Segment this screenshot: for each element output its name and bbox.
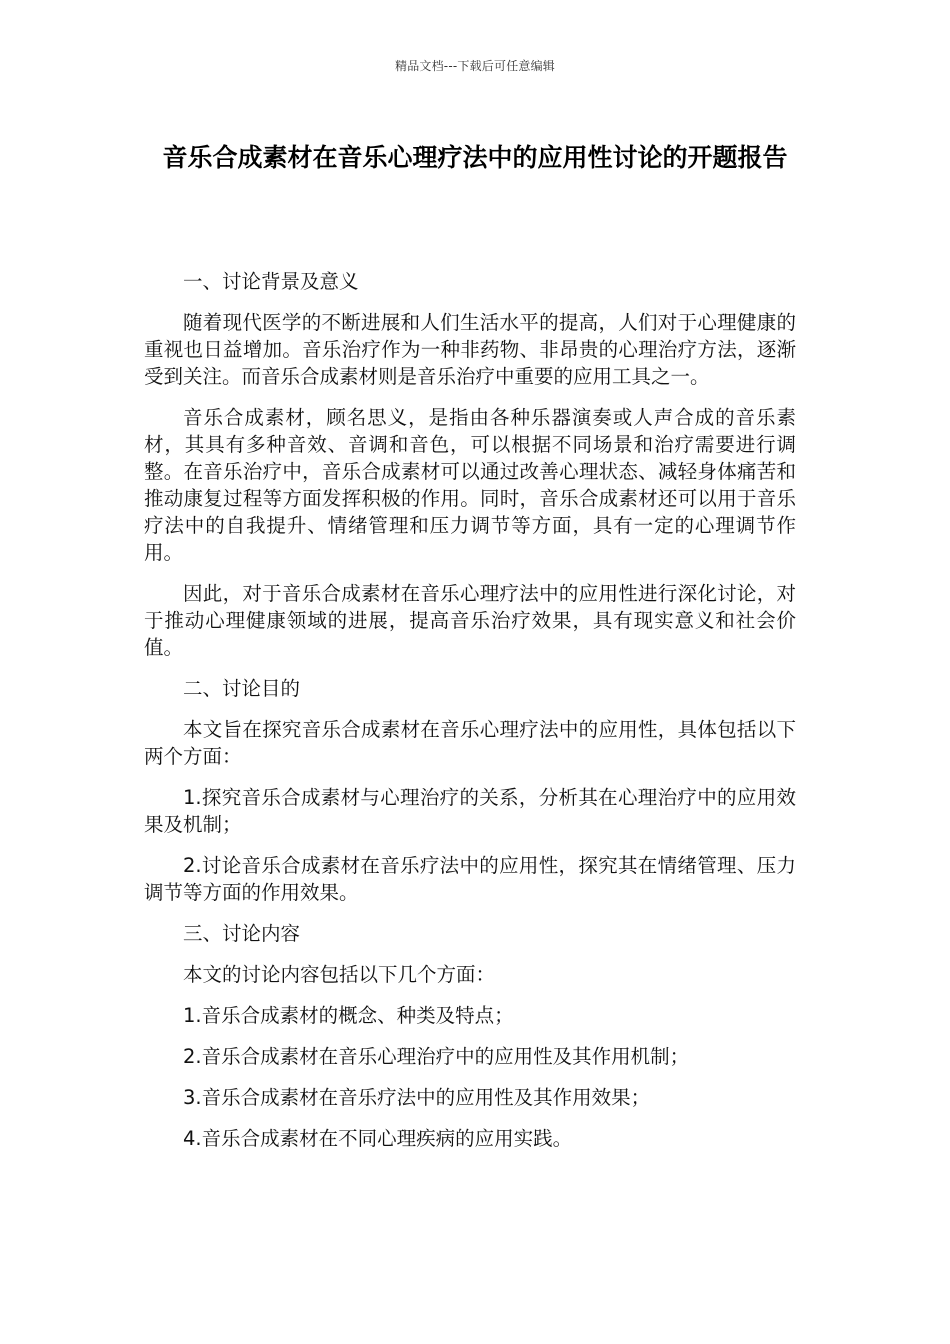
list-item: 3.音乐合成素材在音乐疗法中的应用性及其作用效果； xyxy=(183,1086,651,1109)
list-item: 1.探究音乐合成素材与心理治疗的关系，分析其在心理治疗中的应用效果及机制； xyxy=(144,786,796,836)
paragraph: 音乐合成素材，顾名思义，是指由各种乐器演奏或人声合成的音乐素材，其具有多种音效、音调和音色，可以根据不同场景和治疗需要进行调整。在音乐治疗中，音乐合成素材可以通过改善心理状态、减轻身体痛苦和推动康复过程等方面发挥积极的作用。同时，音乐合成素材还可以用于音乐疗法中的自我提升、情绪管理和压力调节等方面，具有一定的心理调节作用。 xyxy=(144,406,796,564)
header-note: 精品文档---下载后可任意编辑 xyxy=(395,59,555,73)
list-item: 1.音乐合成素材的概念、种类及特点； xyxy=(183,1004,514,1027)
list-item: 2.音乐合成素材在音乐心理治疗中的应用性及其作用机制； xyxy=(183,1045,690,1068)
list-item: 4.音乐合成素材在不同心理疾病的应用实践。 xyxy=(183,1127,573,1150)
section-heading-background: 一、讨论背景及意义 xyxy=(183,270,359,293)
section-heading-purpose: 二、讨论目的 xyxy=(183,677,301,700)
paragraph: 随着现代医学的不断进展和人们生活水平的提高，人们对于心理健康的重视也日益增加。音乐治疗作为一种非药物、非昂贵的心理治疗方法，逐渐受到关注。而音乐合成素材则是音乐治疗中重要的应用工具之一。 xyxy=(144,311,796,388)
list-item: 2.讨论音乐合成素材在音乐疗法中的应用性，探究其在情绪管理、压力调节等方面的作用效果。 xyxy=(144,854,796,904)
section-heading-content: 三、讨论内容 xyxy=(183,922,301,945)
paragraph: 本文旨在探究音乐合成素材在音乐心理疗法中的应用性，具体包括以下两个方面： xyxy=(144,718,796,768)
paragraph: 本文的讨论内容包括以下几个方面： xyxy=(183,963,496,986)
paragraph: 因此，对于音乐合成素材在音乐心理疗法中的应用性进行深化讨论，对于推动心理健康领域的进展，提高音乐治疗效果，具有现实意义和社会价值。 xyxy=(144,582,796,659)
document-body xyxy=(144,268,796,1166)
document-title: 音乐合成素材在音乐心理疗法中的应用性讨论的开题报告 xyxy=(162,143,788,172)
